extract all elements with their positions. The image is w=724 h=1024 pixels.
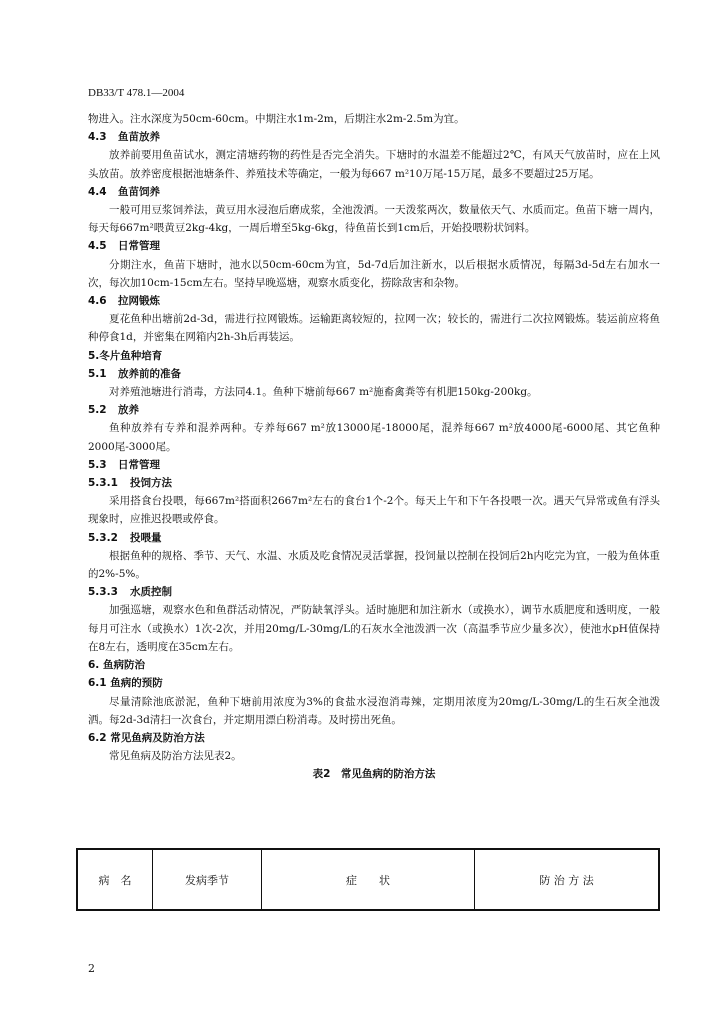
section-number: 5.2: [88, 404, 107, 417]
section-number: 5.3.2: [88, 531, 118, 544]
section-heading: [88, 674, 660, 692]
paragraph: 放养前要用鱼苗试水，测定清塘药物的药性是否完全消失。下塘时的水温差不能超过2℃，有风天气放苗时，应在上风头放苗。放养密度根据池塘条件、养殖技术等确定，一般为每667 m²10万尾-15万尾，最多不要超过25万尾。: [88, 149, 660, 180]
section-number: 4.5: [88, 240, 107, 253]
section-heading: [88, 529, 660, 547]
section-heading: [88, 583, 660, 601]
section-title: 水质控制: [130, 586, 172, 599]
section-number: 5.1: [88, 367, 107, 380]
section-number: 5.3.3: [88, 586, 118, 599]
section-title: 6.2 常见鱼病及防治方法: [88, 731, 205, 744]
paragraph: 根据鱼种的规格、季节、天气、水温、水质及吃食情况灵活掌握，投饲量以控制在投饲后2h内吃完为宜，一般为鱼体重的2%-5%。: [88, 549, 660, 581]
page-number: 2: [88, 962, 95, 975]
section-number: 4.3: [88, 131, 107, 144]
section-title: 鱼苗饲养: [118, 185, 160, 198]
section-heading: [88, 237, 660, 255]
section-heading: [88, 292, 660, 310]
section-heading: [88, 656, 660, 674]
document-code: DB33/T 478.1—2004: [88, 87, 185, 99]
section-heading: [88, 128, 660, 146]
col-season: 发病季节: [153, 849, 262, 910]
section-title: 5.冬片鱼种培育: [88, 349, 163, 362]
section-title: 6. 鱼病防治: [88, 659, 145, 672]
paragraph: 鱼种放养有专养和混养两种。专养每667 m²放13000尾-18000尾，混养每667 m²放4000尾-6000尾、其它鱼种2000尾-3000尾。: [88, 422, 660, 453]
col-disease-name: 病 名: [77, 849, 153, 910]
col-treatment: 防 治 方 法: [475, 849, 660, 910]
document-body: [88, 110, 660, 785]
paragraph: 常见鱼病及防治方法见表2。: [109, 750, 242, 763]
section-title: 拉网锻炼: [118, 295, 160, 308]
section-title: 鱼苗放养: [118, 131, 160, 144]
section-title: 投饲方法: [130, 477, 172, 490]
section-title: 放养: [118, 404, 139, 417]
section-heading: [88, 729, 660, 747]
col-symptoms: 症 状: [262, 849, 475, 910]
section-heading: [88, 365, 660, 383]
section-title: 放养前的准备: [118, 367, 181, 380]
section-number: 4.4: [88, 185, 107, 198]
section-number: 5.3.1: [88, 477, 118, 490]
paragraph: 加强巡塘，观察水色和鱼群活动情况，严防缺氧浮头。适时施肥和加注新水（或换水），调节水质肥度和透明度，一般每月可注水（或换水）1次-2次，并用20mg/L-30mg/L的石灰水全池泼洒一次（高温季节应少量多次），使池水pH值保持在8左右，透明度在35cm左右。: [88, 604, 660, 653]
table-header-row: [77, 849, 659, 910]
section-heading: [88, 456, 660, 474]
paragraph: 对养殖池塘进行消毒，方法同4.1。鱼种下塘前每667 m²施畜禽粪等有机肥150kg-200kg。: [109, 386, 538, 399]
table-caption: 表2 常见鱼病的防治方法: [312, 768, 436, 781]
disease-table: [76, 848, 660, 911]
paragraph: 尽量清除池底淤泥，鱼种下塘前用浓度为3%的食盐水浸泡消毒辣，定期用浓度为20mg/L-30mg/L的生石灰全池泼洒。每2d-3d清扫一次食台，并定期用漂白粉消毒。及时捞出死鱼。: [88, 695, 660, 726]
paragraph: 分期注水，鱼苗下塘时，池水以50cm-60cm为宜，5d-7d后加注新水，以后根据水质情况，每隔3d-5d左右加水一次，每次加10cm-15cm左右。坚持早晚巡塘，观察水质变化，捞除敌害和杂物。: [88, 258, 660, 289]
section-number: 4.6: [88, 295, 107, 308]
paragraph: 一般可用豆浆饲养法，黄豆用水浸泡后磨成浆，全池泼洒。一天泼浆两次，数量依天气、水质而定。鱼苗下塘一周内，每天每667m²喂黄豆2kg-4kg，一周后增至5kg-6kg，待鱼苗长到1cm后，开始投喂粉状饲料。: [88, 204, 660, 235]
section-heading: [88, 347, 660, 365]
paragraph: 采用搭食台投喂，每667m²搭面积2667m²左右的食台1个-2个。每天上午和下午各投喂一次。遇天气异常或鱼有浮头现象时，应推迟投喂或停食。: [88, 495, 660, 526]
paragraph: 夏花鱼种出塘前2d-3d，需进行拉网锻炼。运输距离较短的，拉网一次；较长的，需进行二次拉网锻炼。装运前应将鱼种停食1d，并密集在网箱内2h-3h后再装运。: [88, 313, 660, 344]
paragraph: 物进入。注水深度为50cm-60cm。中期注水1m-2m，后期注水2m-2.5m为宜。: [88, 113, 465, 125]
section-number: 5.3: [88, 458, 107, 471]
section-heading: [88, 474, 660, 492]
section-heading: [88, 183, 660, 201]
section-heading: [88, 401, 660, 419]
section-title: 投喂量: [130, 531, 162, 544]
section-title: 6.1 鱼病的预防: [88, 677, 163, 690]
section-title: 日常管理: [118, 458, 160, 471]
section-title: 日常管理: [118, 240, 160, 253]
